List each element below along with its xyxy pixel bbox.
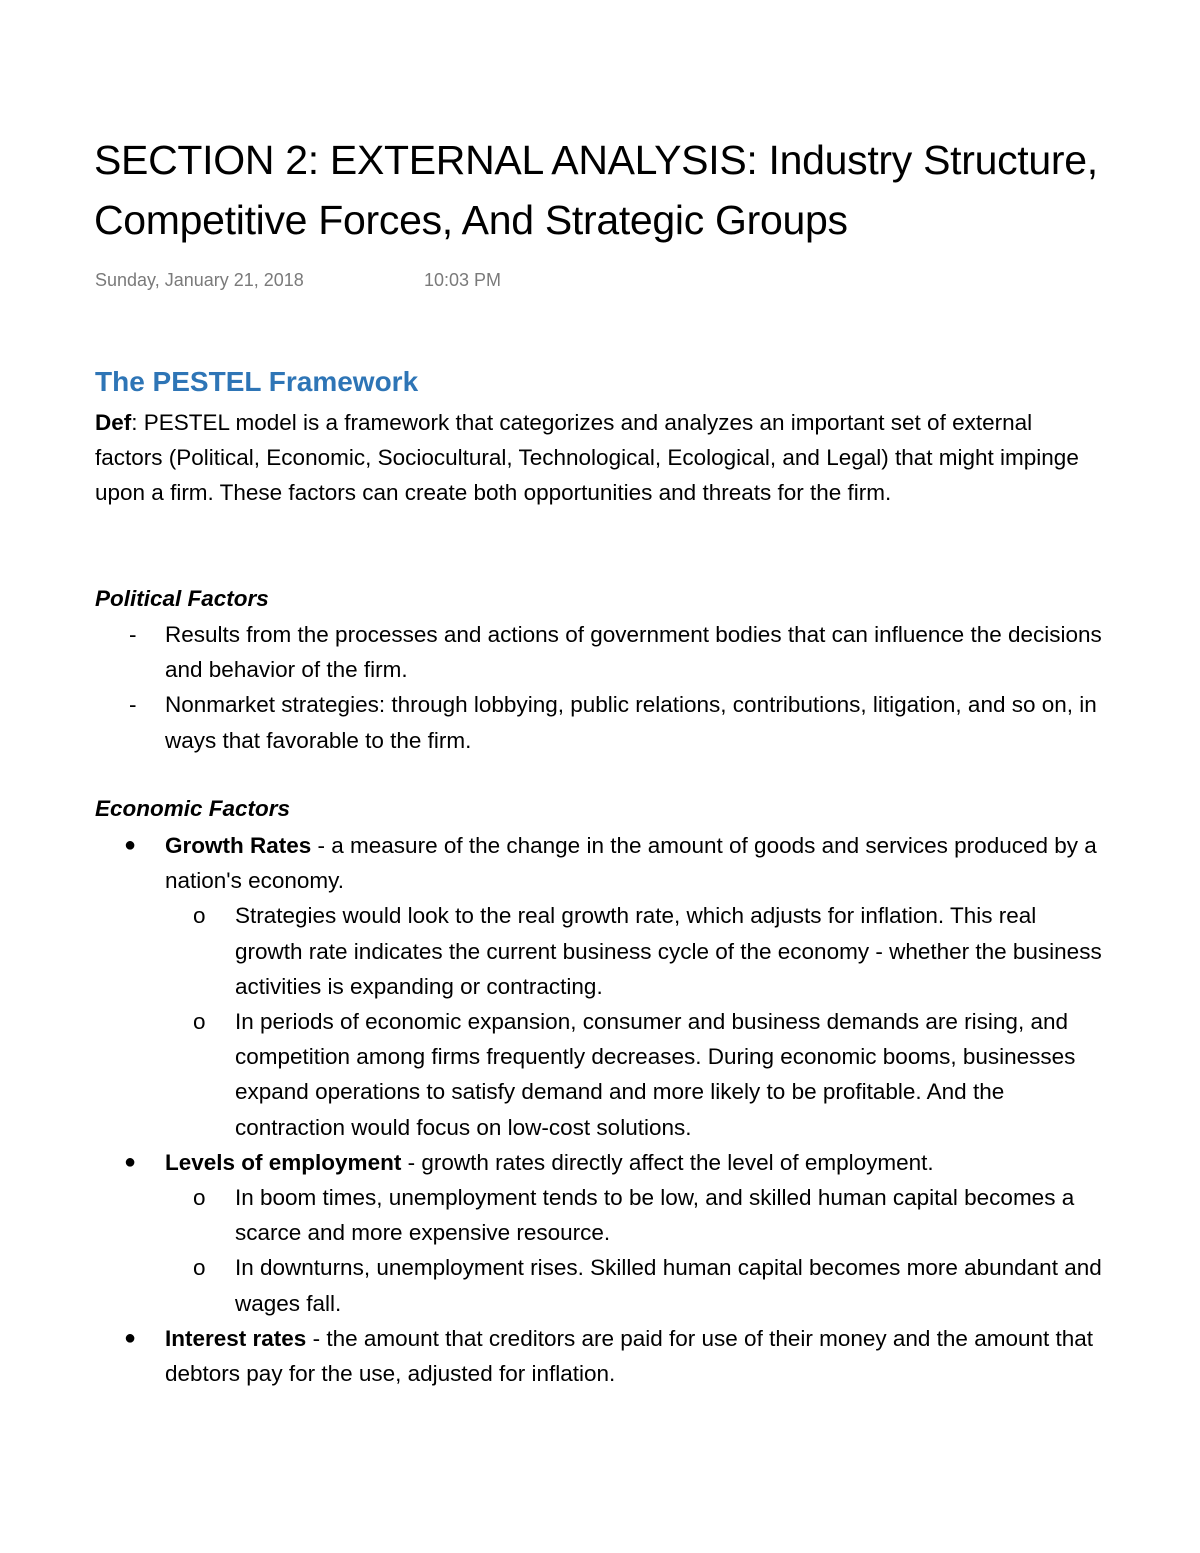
pestel-definition <box>95 405 1095 511</box>
list-item-growth-rates <box>95 828 1105 1145</box>
page-timestamp <box>95 266 502 294</box>
term-levels-of-employment: Levels of employment <box>165 1149 402 1175</box>
circle-marker: o <box>193 1255 206 1281</box>
sublist-item <box>165 898 1105 1004</box>
list-item-text: Results from the processes and actions of government bodies that can influence the decisions and behavior of the firm. <box>165 622 1102 683</box>
page-date: Sunday, January 21, 2018 <box>95 270 304 290</box>
sublist-item <box>165 1004 1105 1145</box>
sublist-item-text: In periods of economic expansion, consumer and business demands are rising, and competition among firms frequently decreases. During economic booms, businesses expand operations to satisfy demand and more likely to be profitable. And the contraction would focus on low-cost solutions. <box>235 1009 1076 1140</box>
bullet-marker: ● <box>124 1150 137 1173</box>
page-title: SECTION 2: EXTERNAL ANALYSIS: Industry Structure, Competitive Forces, And Strategic Groups <box>94 137 1098 243</box>
term-growth-rates: Growth Rates <box>165 833 312 858</box>
bullet-marker: ● <box>124 1326 137 1349</box>
sublist-item-text: In boom times, unemployment tends to be low, and skilled human capital becomes a scarce and more expensive resource. <box>235 1185 1075 1246</box>
economic-factors-list <box>95 828 1105 1391</box>
dash-marker: - <box>129 622 137 647</box>
list-item-levels-of-employment <box>95 1145 1105 1321</box>
term-definition: - a measure of the change in the amount of goods and services produced by a nation's economy. <box>165 833 1097 894</box>
term-definition: - growth rates directly affect the level of employment. <box>401 1149 934 1175</box>
page-time: 10:03 PM <box>424 270 502 290</box>
bullet-marker: ● <box>124 834 137 856</box>
list-item <box>95 617 1105 687</box>
sublist <box>165 1180 1105 1321</box>
subheading-political-factors: Political Factors <box>95 586 269 611</box>
circle-marker: o <box>193 1009 206 1035</box>
list-item-text: Nonmarket strategies: through lobbying, public relations, contributions, litigation, and so on, in ways that favorable to the firm. <box>165 692 1097 753</box>
circle-marker: o <box>193 1185 206 1211</box>
sublist-item-text: Strategies would look to the real growth rate, which adjusts for inflation. This real growth rate indicates the current business cycle of the economy - whether the business activities is expanding or contracting. <box>235 903 1102 999</box>
definition-text: : PESTEL model is a framework that categorizes and analyzes an important set of external factors (Political, Economic, Sociocultural, Technological, Ecological, and Legal) that might impinge upon a firm. These factors can create both opportunities and threats for the firm. <box>95 410 1079 506</box>
list-item <box>95 687 1105 757</box>
sublist-item <box>165 1250 1105 1320</box>
circle-marker: o <box>193 903 206 929</box>
term-interest-rates: Interest rates <box>165 1325 307 1351</box>
definition-label: Def <box>95 410 132 435</box>
term-definition: - the amount that creditors are paid for use of their money and the amount that debtors pay for the use, adjusted for inflation. <box>165 1325 1094 1387</box>
list-item-interest-rates <box>95 1321 1105 1391</box>
dash-marker: - <box>129 692 137 718</box>
subheading-economic-factors: Economic Factors <box>95 796 291 821</box>
section-heading-pestel: The PESTEL Framework <box>95 366 419 397</box>
sublist <box>165 898 1105 1144</box>
sublist-item-text: In downturns, unemployment rises. Skilled human capital becomes more abundant and wages fall. <box>235 1255 1102 1316</box>
sublist-item <box>165 1180 1105 1250</box>
political-factors-list <box>95 617 1105 758</box>
